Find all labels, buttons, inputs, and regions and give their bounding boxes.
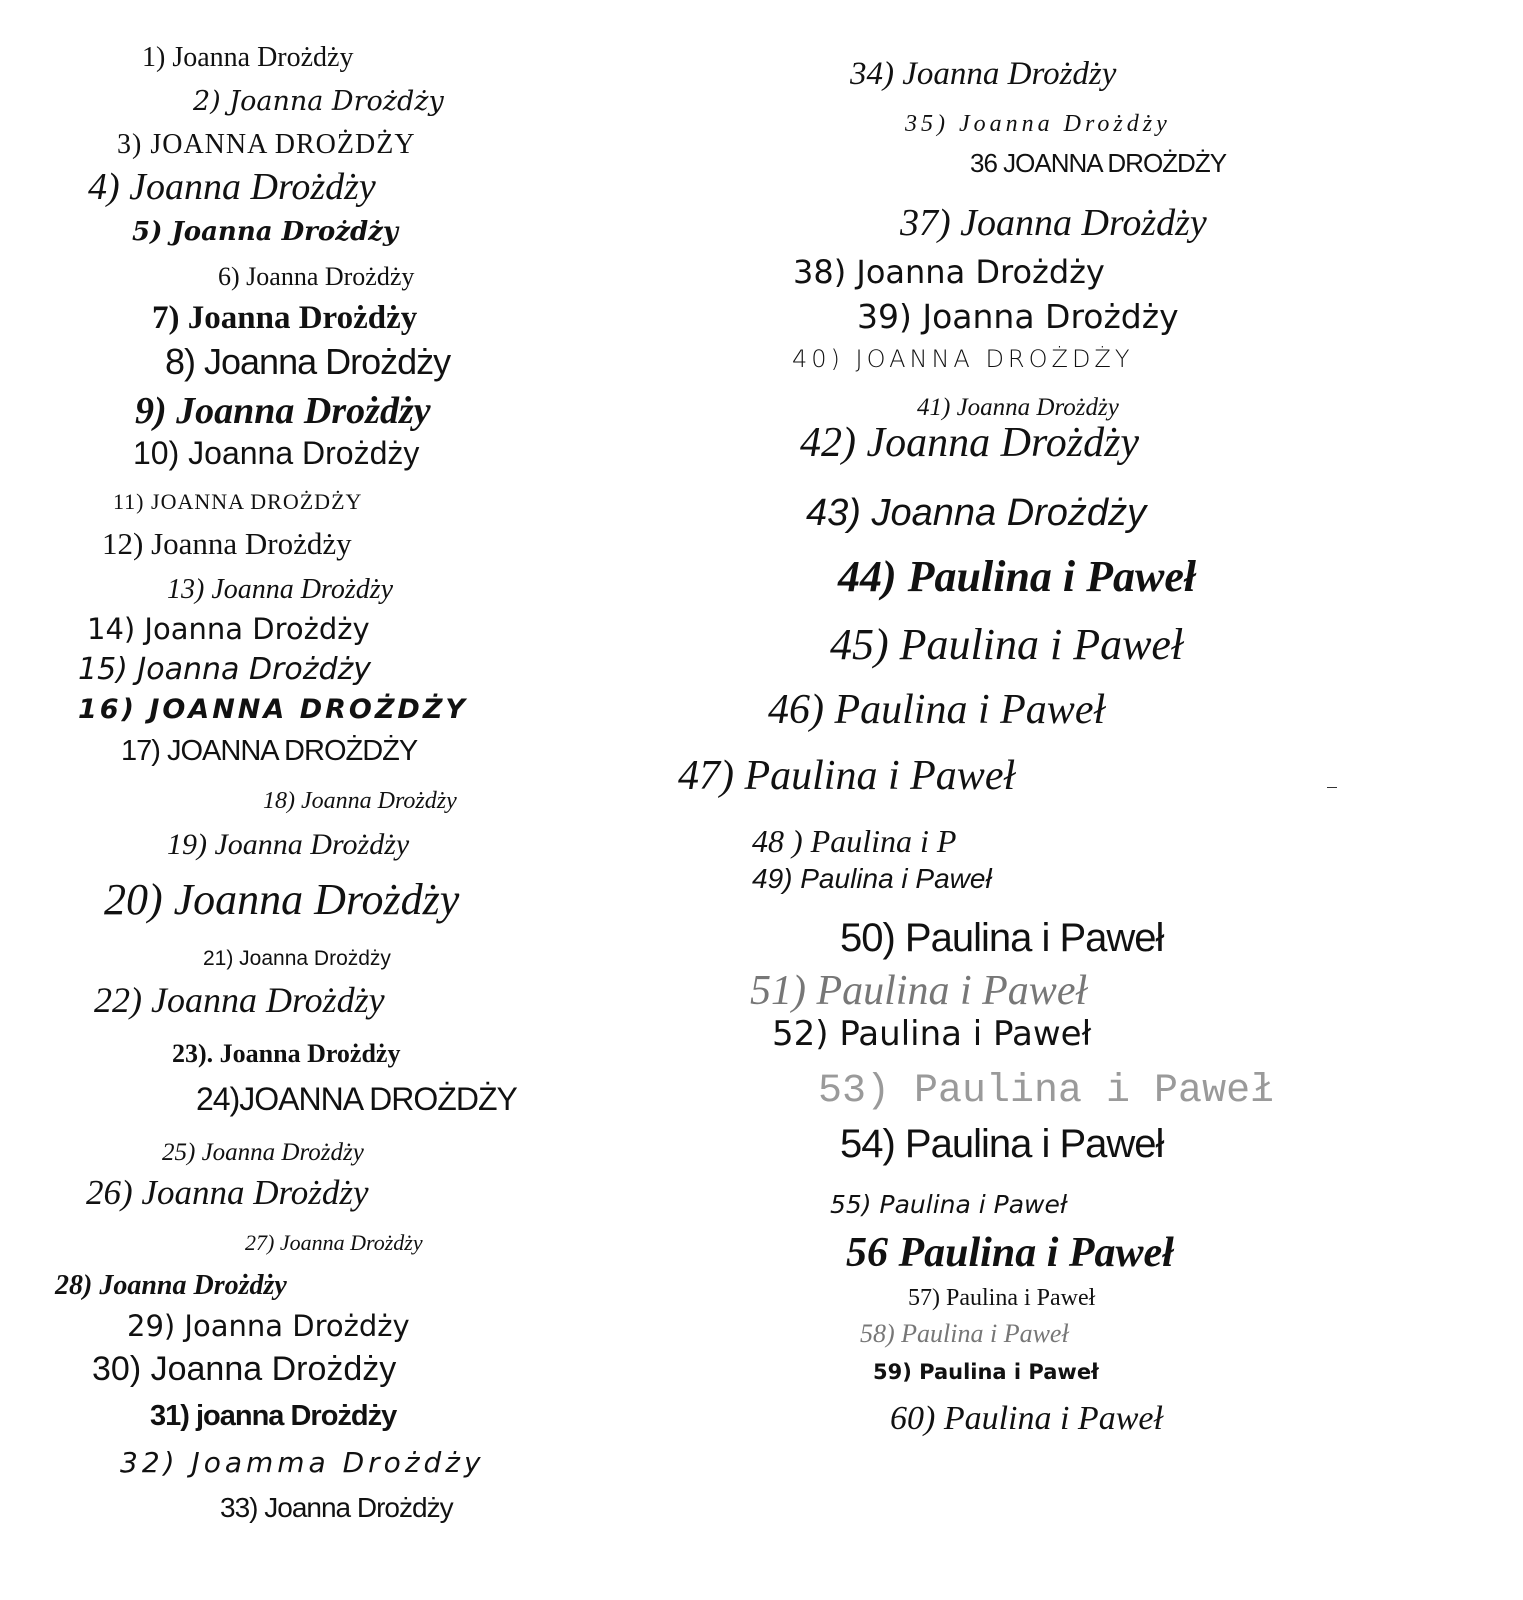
font-sample-6: 6) Joanna Drożdży [218, 262, 415, 291]
font-sample-48: 48 ) Paulina i P [752, 823, 957, 859]
font-sample-38: 38) Joanna Drożdży [793, 253, 1105, 291]
font-sample-27: 27) Joanna Drożdży [245, 1230, 423, 1255]
font-sample-57: 57) Paulina i Paweł [908, 1285, 1096, 1311]
font-sample-9: 9) Joanna Drożdży [135, 390, 431, 432]
font-sample-53: 53) Paulina i Paweł [818, 1069, 1275, 1114]
font-sample-10: 10) Joanna Drożdży [133, 435, 420, 471]
font-sample-8: 8) Joanna Drożdży [165, 341, 451, 382]
font-sample-26: 26) Joanna Drożdży [86, 1173, 369, 1212]
font-sample-47: 47) Paulina i Paweł [678, 753, 1016, 799]
font-sample-3: 3) JOANNA DROŻDŻY [117, 129, 416, 160]
font-sample-55: 55) Paulina i Paweł [830, 1190, 1068, 1219]
font-sample-11: 11) JOANNA DROŻDŻY [113, 489, 363, 514]
font-sample-32: 32) Joamma Drożdży [120, 1446, 485, 1479]
font-sample-58: 58) Paulina i Paweł [860, 1319, 1069, 1348]
font-sample-16: 16) JOANNA DROŻDŻY [78, 694, 468, 725]
font-sample-60: 60) Paulina i Paweł [890, 1400, 1163, 1437]
font-sample-41: 41) Joanna Drożdży [917, 394, 1119, 421]
font-sample-39: 39) Joanna Drożdży [857, 297, 1179, 336]
font-sample-1: 1) Joanna Drożdży [142, 42, 354, 73]
font-sample-13: 13) Joanna Drożdży [167, 574, 394, 605]
font-sample-14: 14) Joanna Drożdży [87, 612, 370, 646]
font-sample-18: 18) Joanna Drożdży [263, 788, 457, 814]
font-sample-33: 33) Joanna Drożdży [220, 1492, 453, 1523]
font-sample-50: 50) Paulina i Paweł [840, 916, 1164, 960]
font-sample-28: 28) Joanna Drożdży [55, 1270, 287, 1301]
font-sample-29: 29) Joanna Drożdży [127, 1309, 410, 1343]
font-sample-45: 45) Paulina i Paweł [830, 620, 1184, 669]
font-sample-36: 36 JOANNA DROŻDŻY [970, 148, 1227, 178]
font-sample-17: 17) JOANNA DROŻDŻY [121, 735, 418, 767]
font-sample-19: 19) Joanna Drożdży [167, 828, 410, 861]
font-sample-34: 34) Joanna Drożdży [850, 56, 1117, 92]
font-sample-46: 46) Paulina i Paweł [768, 687, 1106, 733]
font-sample-40: 40) JOANNA DROŻDŻY [792, 345, 1134, 373]
font-sample-59: 59) Paulina i Paweł [873, 1360, 1099, 1384]
font-sample-30: 30) Joanna Drożdży [92, 1350, 397, 1388]
font-sample-54: 54) Paulina i Paweł [840, 1122, 1164, 1166]
font-sample-56: 56 Paulina i Paweł [846, 1230, 1174, 1276]
font-sample-4: 4) Joanna Drożdży [88, 166, 376, 208]
font-sample-51: 51) Paulina i Paweł [750, 968, 1088, 1014]
stray-mark [1327, 787, 1337, 788]
font-sample-24: 24)JOANNA DROŻDŻY [196, 1081, 517, 1117]
font-sample-42: 42) Joanna Drożdży [800, 420, 1140, 466]
font-sample-12: 12) Joanna Drożdży [102, 526, 352, 561]
font-sample-52: 52) Paulina i Paweł [772, 1014, 1092, 1054]
font-sample-31: 31) joanna Drożdży [150, 1400, 397, 1432]
font-sample-21: 21) Joanna Drożdży [203, 947, 391, 970]
font-sample-20: 20) Joanna Drożdży [104, 875, 460, 924]
font-sample-35: 35) Joanna Drożdży [905, 111, 1171, 137]
font-sample-15: 15) Joanna Drożdży [78, 652, 372, 687]
font-sample-5: 5) Joanna Drożdży [132, 217, 399, 247]
font-sample-23: 23). Joanna Drożdży [172, 1039, 401, 1068]
font-sample-25: 25) Joanna Drożdży [162, 1139, 364, 1166]
font-sample-49: 49) Paulina i Paweł [752, 863, 992, 894]
font-sample-44: 44) Paulina i Paweł [838, 552, 1197, 601]
font-sample-22: 22) Joanna Drożdży [94, 980, 385, 1020]
font-sample-37: 37) Joanna Drożdży [900, 202, 1207, 244]
font-sample-7: 7) Joanna Drożdży [152, 300, 418, 336]
font-sample-2: 2) Joanna Drożdży [193, 86, 444, 117]
font-sample-43: 43) Joanna Drożdży [806, 492, 1147, 534]
